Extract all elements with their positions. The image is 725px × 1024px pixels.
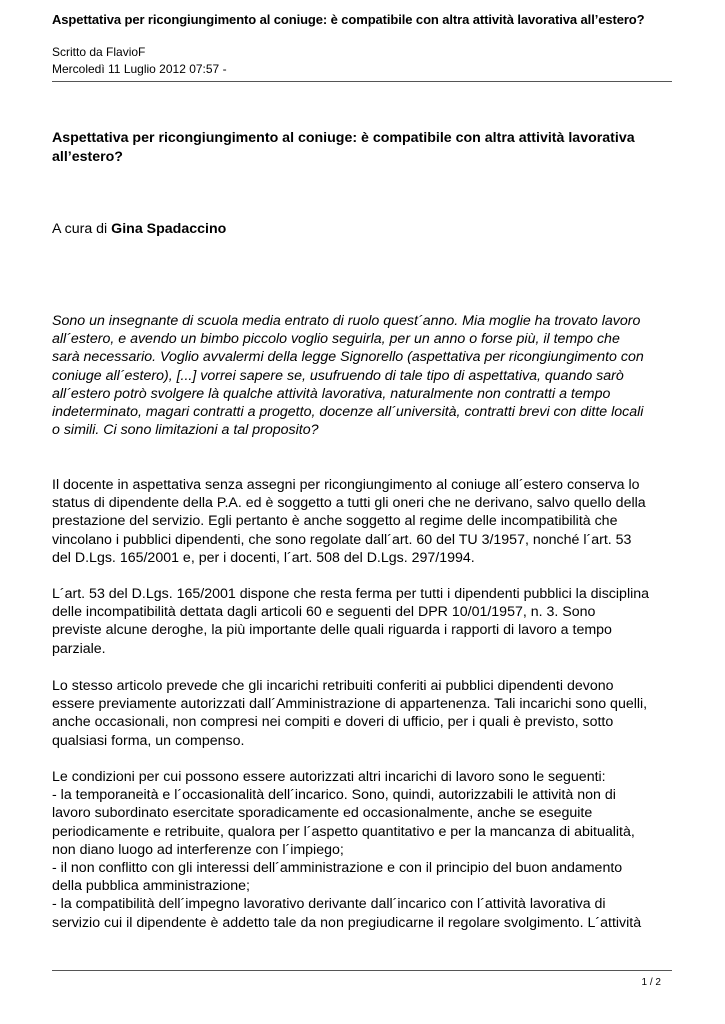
text-line: previste alcune deroghe, la più importante delle quali riguarda i rapporti di lavoro a tempo xyxy=(52,622,612,639)
text-line: non diano luogo ad interferenze con l´impiego; xyxy=(52,841,344,858)
byline xyxy=(52,221,226,237)
text-line: servizio cui il dipendente è addetto tale da non pregiudicarne il regolare svolgimento. L´attività xyxy=(52,914,642,931)
text-line: della pubblica amministrazione; xyxy=(52,878,250,895)
text-line: all´estero potrò svolgere là qualche attività lavorativa, naturalmente non contratti a tempo xyxy=(52,385,611,402)
text-line: essere previamente autorizzati dall´Amministrazione di appartenenza. Tali incarichi sono quelli, xyxy=(52,696,648,713)
text-line: o simili. Ci sono limitazioni a tal proposito? xyxy=(52,422,319,439)
text-line: vincolano i pubblici dipendenti, che sono regolate dall´art. 60 del TU 3/1957, nonché l´art. 53 xyxy=(52,531,632,548)
text-line: qualsiasi forma, un compenso. xyxy=(52,732,245,749)
page-number: 1 / 2 xyxy=(641,977,661,988)
author-line: Scritto da FlavioF xyxy=(52,45,146,59)
paragraph-2 xyxy=(52,585,682,658)
text-line: L´art. 53 del D.Lgs. 165/2001 dispone che resta ferma per tutti i dipendenti pubblici la disciplina xyxy=(52,586,650,602)
text-line: Lo stesso articolo prevede che gli incarichi retribuiti conferiti ai pubblici dipendenti devono xyxy=(52,678,614,694)
date-line: Mercoledì 11 Luglio 2012 07:57 - xyxy=(52,62,227,76)
text-line: - la temporaneità e l´occasionalità dell´incarico. Sono, quindi, autorizzabili le attività non di xyxy=(52,787,616,804)
text-line: delle incompatibilità dettata dagli articoli 60 e seguenti del DPR 10/01/1957, n. 3. Sono xyxy=(52,604,596,621)
text-line: Sono un insegnante di scuola media entrato di ruolo quest´anno. Mia moglie ha trovato lavoro xyxy=(52,313,641,329)
text-line: - la compatibilità dell´impegno lavorativo derivante dall´incarico con l´attività lavorativa di xyxy=(52,896,606,913)
paragraph-3 xyxy=(52,677,682,750)
header-divider xyxy=(52,81,672,82)
text-line: prestazione del servizio. Egli pertanto è anche soggetto al regime delle incompatibilità che xyxy=(52,513,618,530)
article-title: Aspettativa per ricongiungimento al coniuge: è compatibile con altra attività lavorativa all’estero? xyxy=(52,130,635,165)
text-line: status di dipendente della P.A. ed è soggetto a tutti gli oneri che ne derivano, salvo quello della xyxy=(52,495,646,512)
text-line: anche occasionali, non compresi nei compiti e doveri di ufficio, per i quali è previsto, sotto xyxy=(52,714,614,731)
text-line: del D.Lgs. 165/2001 e, per i docenti, l´art. 508 del D.Lgs. 297/1994. xyxy=(52,549,475,566)
text-line: Il docente in aspettativa senza assegni per ricongiungimento al coniuge all´estero conserva lo xyxy=(52,477,640,493)
paragraph-4 xyxy=(52,768,682,932)
text-line: all´estero, e avendo un bimbo piccolo voglio seguirla, per un anno o forse più, il tempo che xyxy=(52,331,620,348)
footer-divider xyxy=(52,970,672,971)
byline-prefix: A cura di xyxy=(52,221,108,237)
text-line: coniuge all´estero), [...] vorrei sapere se, usufruendo di tale tipo di aspettativa, quando sarò xyxy=(52,367,624,384)
reader-question xyxy=(52,312,682,439)
text-line: sarà necessario. Voglio avvalermi della legge Signorello (aspettativa per ricongiungimento con xyxy=(52,349,644,366)
paragraph-1 xyxy=(52,476,682,567)
text-line: - il non conflitto con gli interessi dell´amministrazione e con il principio del buon andamento xyxy=(52,860,623,877)
text-line: Le condizioni per cui possono essere autorizzati altri incarichi di lavoro sono le seguenti: xyxy=(52,769,606,785)
text-line: parziale. xyxy=(52,640,106,657)
text-line: periodicamente e retribuite, qualora per l´aspetto quantitativo e per la mancanza di abitualità, xyxy=(52,823,635,840)
byline-author-name: Gina Spadaccino xyxy=(111,221,227,237)
text-line: lavoro subordinato esercitate sporadicamente ed occasionalmente, anche se eseguite xyxy=(52,805,593,822)
document-header-title: Aspettativa per ricongiungimento al coniuge: è compatibile con altra attività lavorativa all’estero? xyxy=(52,12,645,27)
text-line: indeterminato, magari contratti a progetto, docenze all´università, contratti brevi con ditte locali xyxy=(52,404,644,421)
